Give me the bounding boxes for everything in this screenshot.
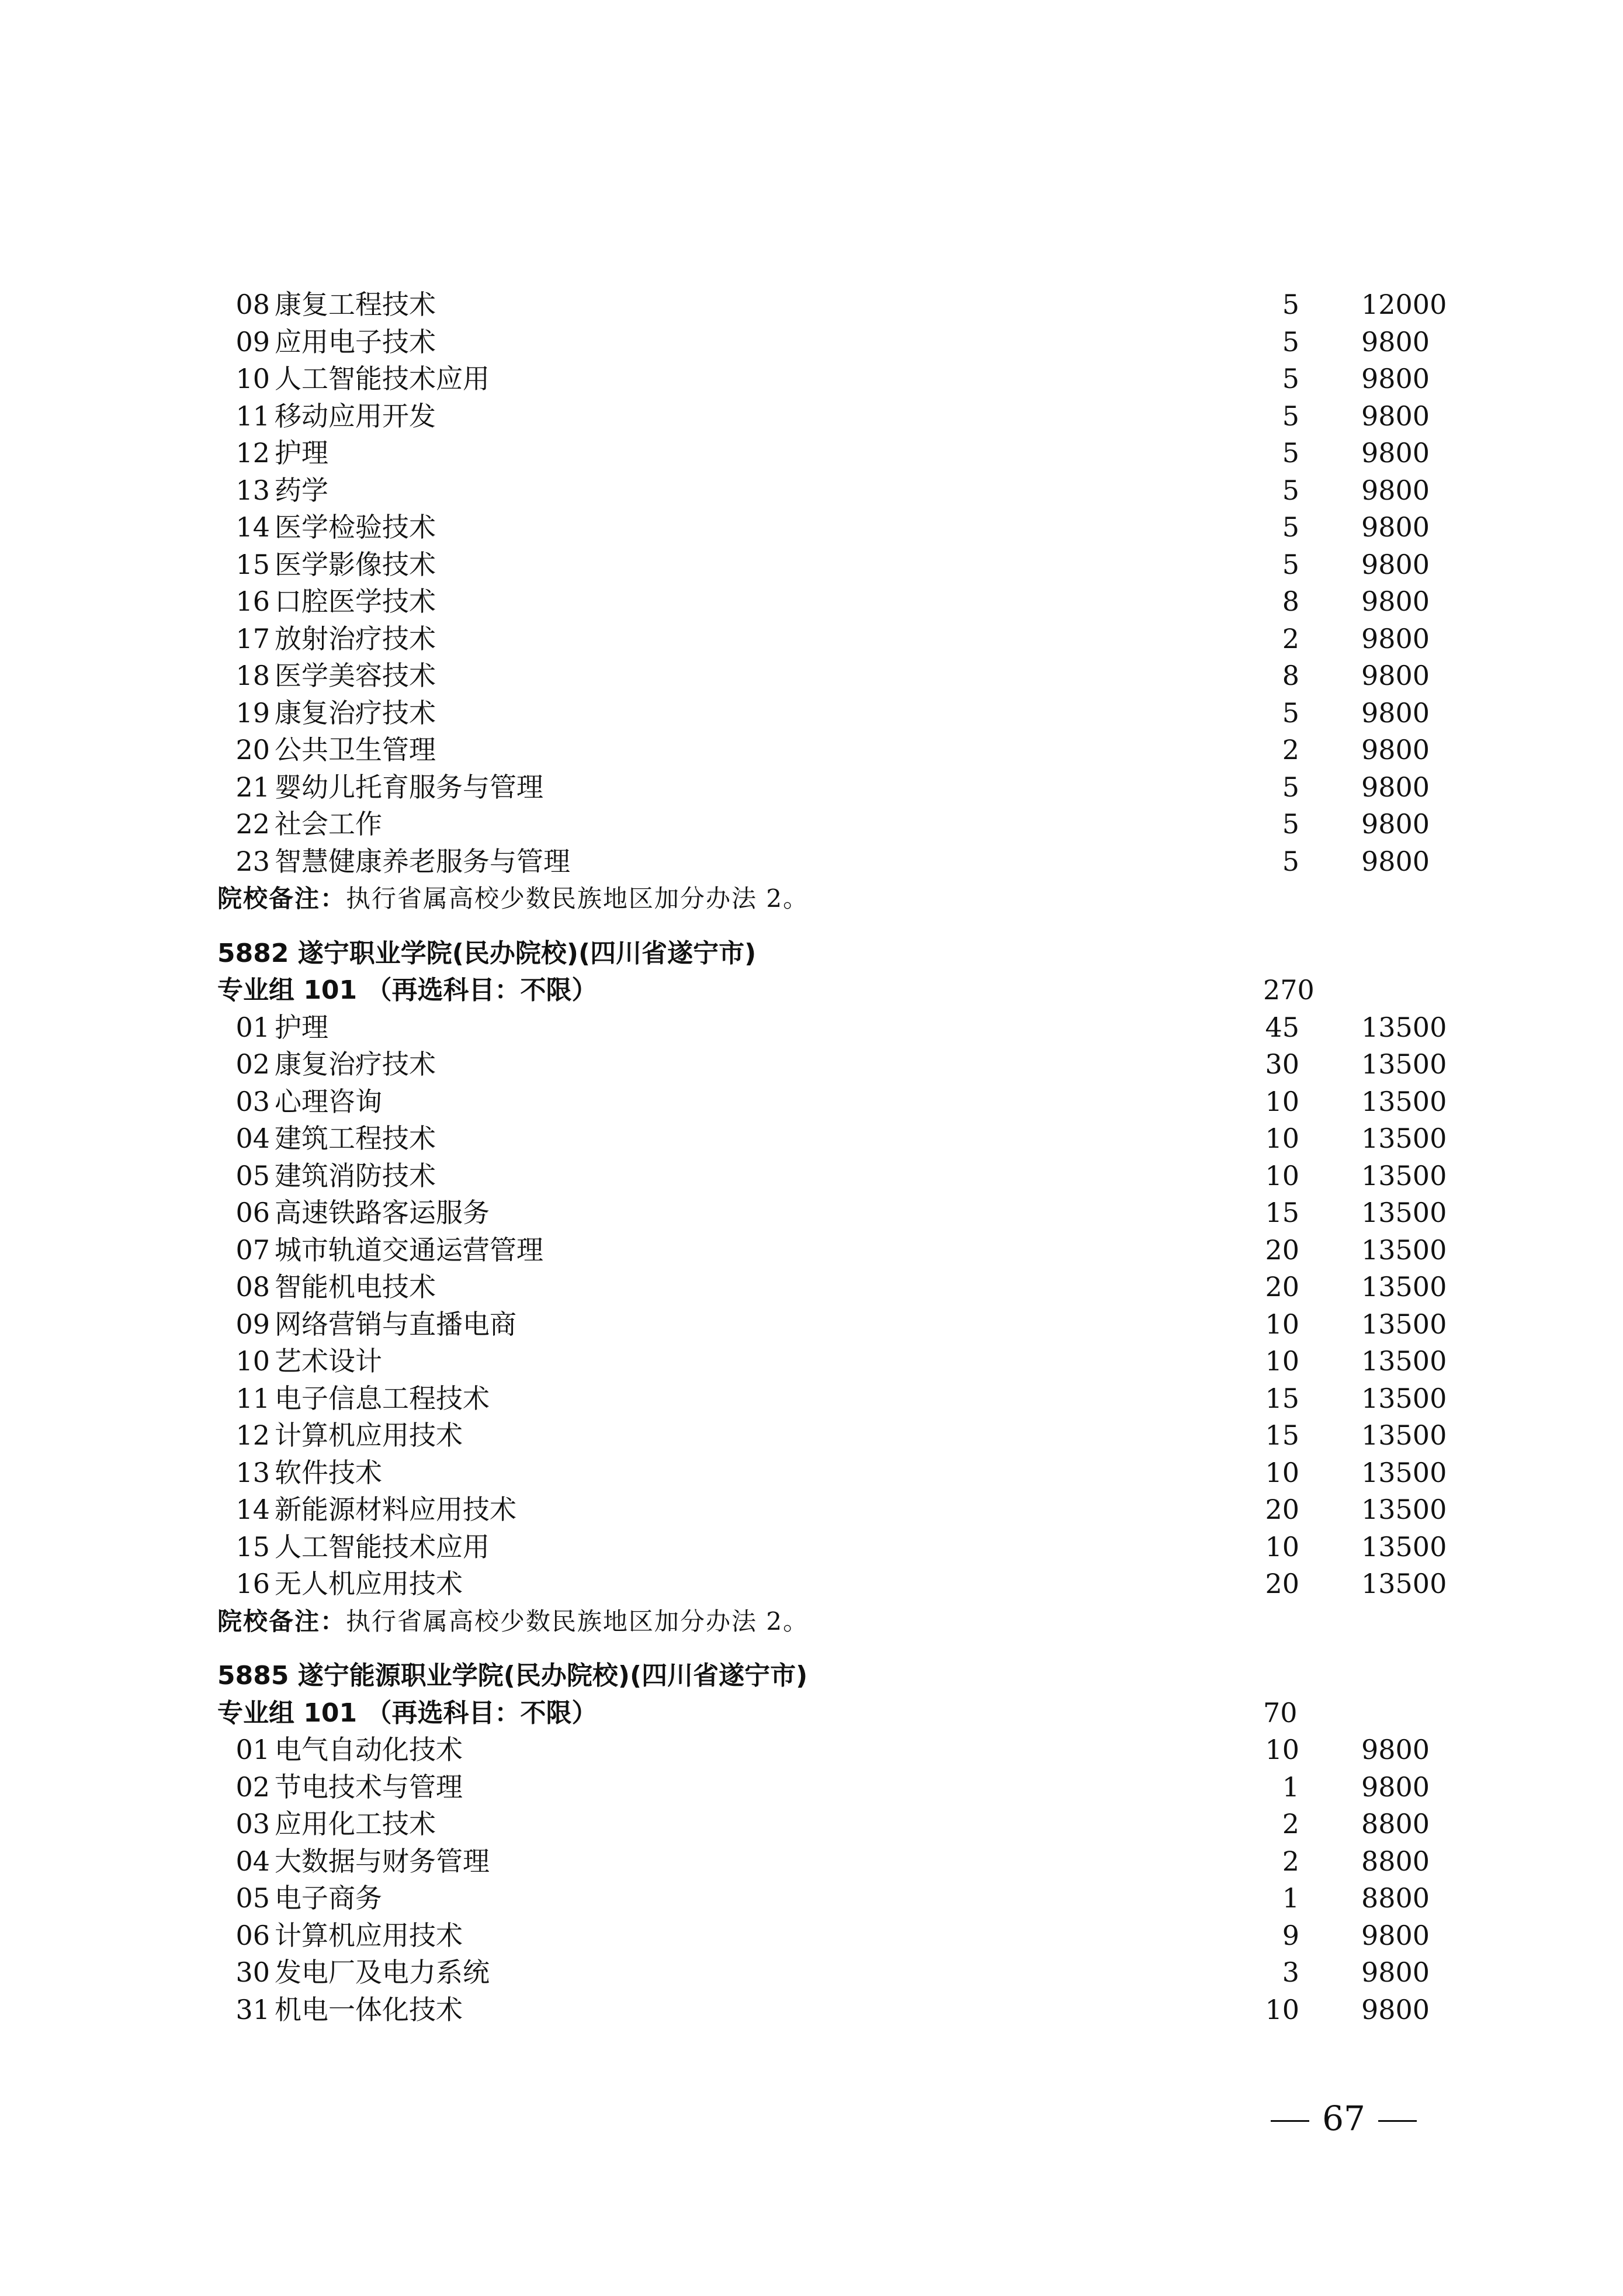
major-list-section-1 xyxy=(217,286,1447,917)
section-spacer xyxy=(217,1640,1444,1657)
tuition-fee: 9800 xyxy=(1361,1956,1430,1988)
major-name: 计算机应用技术 xyxy=(275,1419,463,1451)
plan-count: 2 xyxy=(1282,622,1299,654)
major-name: 大数据与财务管理 xyxy=(275,1845,490,1877)
table-row xyxy=(217,583,1444,621)
plan-count: 20 xyxy=(1265,1234,1299,1266)
major-code: 10 xyxy=(235,363,270,394)
table-row xyxy=(217,472,1444,510)
tuition-fee: 13500 xyxy=(1361,1494,1447,1525)
tuition-fee: 9800 xyxy=(1361,437,1430,469)
major-name: 机电一体化技术 xyxy=(275,1993,463,2025)
tuition-fee: 12000 xyxy=(1361,289,1447,320)
plan-count: 5 xyxy=(1282,697,1299,729)
table-row xyxy=(217,1954,1444,1992)
tuition-fee: 13500 xyxy=(1361,1123,1447,1154)
major-name: 高速铁路客运服务 xyxy=(275,1197,490,1228)
plan-count: 5 xyxy=(1282,363,1299,394)
tuition-fee: 9800 xyxy=(1361,400,1430,432)
tuition-fee: 13500 xyxy=(1361,1308,1447,1340)
plan-count: 2 xyxy=(1282,734,1299,766)
tuition-fee: 13500 xyxy=(1361,1159,1447,1192)
major-code: 01 xyxy=(235,1734,270,1765)
plan-count: 9 xyxy=(1282,1919,1299,1951)
major-name: 公共卫生管理 xyxy=(275,734,436,766)
plan-count: 1 xyxy=(1282,1771,1299,1803)
school-title: 5882 遂宁职业学院(民办院校)(四川省遂宁市) xyxy=(217,938,757,968)
table-row xyxy=(217,286,1447,324)
tuition-fee: 13500 xyxy=(1361,1568,1447,1599)
school-note xyxy=(217,880,1444,917)
plan-count: 2 xyxy=(1282,1845,1299,1877)
major-code: 03 xyxy=(235,1808,270,1840)
tuition-fee: 9800 xyxy=(1361,1734,1430,1765)
plan-count: 3 xyxy=(1282,1956,1299,1988)
major-code: 15 xyxy=(235,548,270,580)
plan-count: 5 xyxy=(1282,511,1299,543)
major-group-header xyxy=(217,972,1444,1009)
plan-count: 15 xyxy=(1265,1419,1299,1451)
major-code: 15 xyxy=(235,1530,270,1563)
major-name: 智能机电技术 xyxy=(275,1271,436,1303)
table-row xyxy=(217,435,1444,472)
major-code: 30 xyxy=(235,1956,270,1988)
tuition-fee: 13500 xyxy=(1361,1271,1447,1303)
major-code: 06 xyxy=(235,1919,270,1951)
major-name: 无人机应用技术 xyxy=(275,1568,463,1599)
plan-count: 2 xyxy=(1282,1808,1299,1840)
major-name: 医学影像技术 xyxy=(275,548,436,580)
tuition-fee: 9800 xyxy=(1361,548,1430,580)
major-name: 婴幼儿托育服务与管理 xyxy=(275,771,543,803)
group-label: 专业组 101 （再选科目：不限） xyxy=(217,1698,598,1728)
section-spacer xyxy=(217,917,1444,935)
table-row xyxy=(217,324,1444,361)
major-name: 康复治疗技术 xyxy=(275,697,436,729)
plan-count: 10 xyxy=(1265,1993,1299,2025)
major-code: 09 xyxy=(235,1308,270,1340)
major-code: 08 xyxy=(235,289,270,320)
major-code: 14 xyxy=(235,1494,270,1525)
major-name: 护理 xyxy=(275,437,328,469)
plan-count: 5 xyxy=(1282,845,1299,877)
major-code: 18 xyxy=(235,660,270,691)
tuition-fee: 9800 xyxy=(1361,1771,1430,1803)
table-row xyxy=(217,1194,1447,1232)
table-row xyxy=(217,1232,1447,1269)
plan-count: 10 xyxy=(1265,1159,1299,1192)
major-code: 05 xyxy=(235,1882,270,1914)
major-name: 人工智能技术应用 xyxy=(275,363,490,394)
table-row xyxy=(217,1343,1447,1380)
major-code: 13 xyxy=(235,1456,270,1488)
major-code: 23 xyxy=(235,845,270,877)
note-label: 院校备注： xyxy=(217,884,346,913)
major-name: 康复治疗技术 xyxy=(275,1048,436,1080)
note-text: 执行省属高校少数民族地区加分办法 2。 xyxy=(346,884,809,913)
plan-count: 10 xyxy=(1265,1308,1299,1340)
table-row xyxy=(217,1009,1447,1047)
school-note xyxy=(217,1603,1444,1640)
plan-count: 5 xyxy=(1282,437,1299,469)
major-code: 09 xyxy=(235,325,270,358)
tuition-fee: 9800 xyxy=(1361,325,1430,358)
major-code: 13 xyxy=(235,474,270,506)
plan-count: 10 xyxy=(1265,1345,1299,1377)
table-row xyxy=(217,1083,1447,1121)
major-name: 城市轨道交通运营管理 xyxy=(275,1234,543,1266)
tuition-fee: 13500 xyxy=(1361,1345,1447,1377)
page-number: 67 xyxy=(1322,2098,1365,2138)
plan-count: 10 xyxy=(1265,1085,1299,1117)
plan-count: 10 xyxy=(1265,1123,1299,1154)
plan-count: 10 xyxy=(1265,1530,1299,1563)
major-name: 电子信息工程技术 xyxy=(275,1382,490,1414)
tuition-fee: 13500 xyxy=(1361,1011,1447,1043)
tuition-fee: 9800 xyxy=(1361,845,1430,877)
group-total: 270 xyxy=(1263,974,1315,1006)
tuition-fee: 9800 xyxy=(1361,660,1430,691)
major-name: 建筑消防技术 xyxy=(275,1159,436,1192)
major-name: 电气自动化技术 xyxy=(275,1734,463,1765)
document-content xyxy=(217,286,1447,2028)
major-code: 02 xyxy=(235,1048,270,1080)
note-text: 执行省属高校少数民族地区加分办法 2。 xyxy=(346,1606,809,1636)
tuition-fee: 9800 xyxy=(1361,808,1430,840)
major-name: 应用化工技术 xyxy=(275,1808,436,1840)
tuition-fee: 8800 xyxy=(1361,1845,1430,1877)
table-row xyxy=(217,621,1444,658)
tuition-fee: 13500 xyxy=(1361,1234,1447,1266)
major-code: 11 xyxy=(235,400,270,432)
school-section-5882 xyxy=(217,935,1447,1640)
plan-count: 5 xyxy=(1282,474,1299,506)
major-name: 移动应用开发 xyxy=(275,400,436,432)
table-row xyxy=(217,1269,1447,1306)
major-name: 放射治疗技术 xyxy=(275,622,436,654)
major-name: 药学 xyxy=(275,474,328,506)
tuition-fee: 9800 xyxy=(1361,586,1430,617)
plan-count: 15 xyxy=(1265,1197,1299,1228)
major-name: 社会工作 xyxy=(275,808,382,840)
major-code: 01 xyxy=(235,1011,270,1043)
major-name: 医学美容技术 xyxy=(275,660,436,691)
major-code: 11 xyxy=(235,1382,270,1414)
major-code: 04 xyxy=(235,1123,270,1154)
tuition-fee: 9800 xyxy=(1361,511,1430,543)
major-name: 发电厂及电力系统 xyxy=(275,1956,490,1988)
table-row xyxy=(217,1380,1447,1418)
table-row xyxy=(217,509,1444,546)
table-row xyxy=(217,1843,1444,1881)
dash-right xyxy=(1378,2120,1417,2122)
major-name: 软件技术 xyxy=(275,1456,382,1488)
table-row xyxy=(217,1455,1447,1492)
plan-count: 10 xyxy=(1265,1734,1299,1765)
tuition-fee: 9800 xyxy=(1361,771,1430,803)
major-name: 护理 xyxy=(275,1011,328,1043)
major-name: 网络营销与直播电商 xyxy=(275,1308,516,1340)
major-code: 14 xyxy=(235,511,270,543)
major-name: 智慧健康养老服务与管理 xyxy=(275,845,570,877)
table-row xyxy=(217,1880,1444,1917)
major-code: 17 xyxy=(235,622,270,654)
major-name: 口腔医学技术 xyxy=(275,586,436,617)
table-row xyxy=(217,769,1444,806)
major-code: 16 xyxy=(235,586,270,617)
table-row xyxy=(217,1306,1447,1343)
table-row xyxy=(217,732,1444,769)
major-code: 05 xyxy=(235,1159,270,1192)
major-name: 艺术设计 xyxy=(275,1345,382,1377)
plan-count: 8 xyxy=(1282,660,1299,691)
plan-count: 45 xyxy=(1265,1011,1299,1043)
major-name: 人工智能技术应用 xyxy=(275,1530,490,1563)
table-row xyxy=(217,1529,1447,1566)
major-name: 应用电子技术 xyxy=(275,325,436,358)
table-row xyxy=(217,806,1444,843)
plan-count: 5 xyxy=(1282,325,1299,358)
table-row xyxy=(217,1769,1444,1806)
tuition-fee: 9800 xyxy=(1361,363,1430,394)
table-row xyxy=(217,1566,1447,1603)
group-label: 专业组 101 （再选科目：不限） xyxy=(217,975,598,1005)
tuition-fee: 13500 xyxy=(1361,1456,1447,1488)
school-title: 5885 遂宁能源职业学院(民办院校)(四川省遂宁市) xyxy=(217,1661,808,1691)
plan-count: 20 xyxy=(1265,1494,1299,1525)
major-code: 12 xyxy=(235,437,270,469)
plan-count: 5 xyxy=(1282,400,1299,432)
tuition-fee: 13500 xyxy=(1361,1197,1447,1228)
plan-count: 1 xyxy=(1282,1882,1299,1914)
tuition-fee: 9800 xyxy=(1361,734,1430,766)
major-code: 20 xyxy=(235,734,270,766)
major-name: 医学检验技术 xyxy=(275,511,436,543)
major-code: 03 xyxy=(235,1085,270,1117)
tuition-fee: 13500 xyxy=(1361,1419,1447,1451)
plan-count: 30 xyxy=(1265,1048,1299,1080)
major-code: 07 xyxy=(235,1234,270,1266)
table-row xyxy=(217,1158,1447,1195)
major-code: 19 xyxy=(235,697,270,729)
major-code: 21 xyxy=(235,771,270,803)
tuition-fee: 9800 xyxy=(1361,474,1430,506)
table-row xyxy=(217,1806,1444,1843)
tuition-fee: 9800 xyxy=(1361,1993,1430,2025)
major-code: 22 xyxy=(235,808,270,840)
major-name: 新能源材料应用技术 xyxy=(275,1494,516,1525)
major-group-header xyxy=(217,1695,1444,1732)
tuition-fee: 8800 xyxy=(1361,1808,1430,1840)
table-row xyxy=(217,695,1444,732)
table-row xyxy=(217,1917,1444,1955)
table-row xyxy=(217,843,1444,881)
major-name: 建筑工程技术 xyxy=(275,1123,436,1154)
tuition-fee: 9800 xyxy=(1361,697,1430,729)
major-code: 10 xyxy=(235,1345,270,1377)
plan-count: 20 xyxy=(1265,1568,1299,1599)
tuition-fee: 9800 xyxy=(1361,622,1430,654)
table-row xyxy=(217,1992,1444,2029)
plan-count: 5 xyxy=(1282,289,1299,320)
tuition-fee: 9800 xyxy=(1361,1919,1430,1951)
plan-count: 20 xyxy=(1265,1271,1299,1303)
major-name: 电子商务 xyxy=(275,1882,382,1914)
table-row xyxy=(217,546,1444,584)
table-row xyxy=(217,1731,1444,1769)
table-row xyxy=(217,657,1444,695)
plan-count: 15 xyxy=(1265,1382,1299,1414)
major-code: 02 xyxy=(235,1771,270,1803)
major-code: 31 xyxy=(235,1993,270,2025)
plan-count: 5 xyxy=(1282,808,1299,840)
table-row xyxy=(217,1120,1447,1158)
major-name: 心理咨询 xyxy=(275,1085,382,1117)
group-total: 70 xyxy=(1263,1696,1298,1729)
major-code: 08 xyxy=(235,1271,270,1303)
major-name: 计算机应用技术 xyxy=(275,1919,463,1951)
major-code: 04 xyxy=(235,1845,270,1877)
table-row xyxy=(217,1417,1447,1455)
tuition-fee: 13500 xyxy=(1361,1530,1447,1563)
plan-count: 8 xyxy=(1282,586,1299,617)
major-name: 节电技术与管理 xyxy=(275,1771,463,1803)
major-name: 康复工程技术 xyxy=(275,289,436,320)
table-row xyxy=(217,1046,1447,1083)
plan-count: 10 xyxy=(1265,1456,1299,1488)
major-code: 16 xyxy=(235,1568,270,1599)
table-row xyxy=(217,398,1444,435)
note-label: 院校备注： xyxy=(217,1606,346,1636)
school-section-5885 xyxy=(217,1657,1444,2028)
tuition-fee: 13500 xyxy=(1361,1048,1447,1080)
dash-left xyxy=(1271,2120,1309,2122)
major-code: 12 xyxy=(235,1419,270,1451)
page-number-footer xyxy=(1250,2095,1437,2142)
plan-count: 5 xyxy=(1282,548,1299,580)
plan-count: 5 xyxy=(1282,771,1299,803)
tuition-fee: 13500 xyxy=(1361,1382,1447,1414)
major-code: 06 xyxy=(235,1197,270,1228)
tuition-fee: 13500 xyxy=(1361,1085,1447,1117)
table-row xyxy=(217,1491,1447,1529)
tuition-fee: 8800 xyxy=(1361,1882,1430,1914)
table-row xyxy=(217,361,1444,398)
